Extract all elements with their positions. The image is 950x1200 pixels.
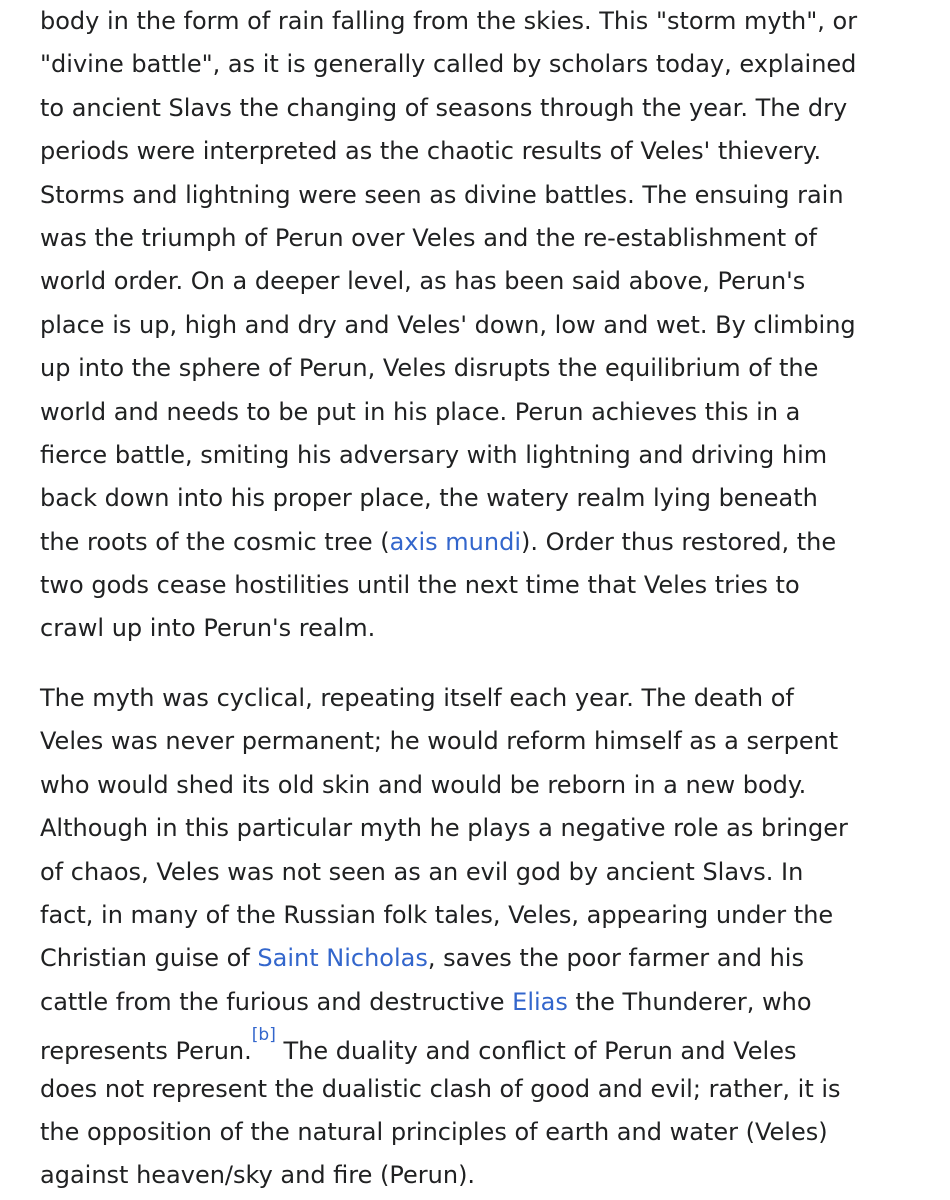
text-line bbox=[40, 937, 920, 980]
text-line: body in the form of rain falling from the skies. This "storm myth", or bbox=[40, 7, 858, 35]
text-line: Storms and lightning were seen as divine battles. The ensuing rain bbox=[40, 180, 844, 209]
text-line: world order. On a deeper level, as has been said above, Perun's bbox=[40, 267, 806, 296]
text-line: fierce battle, smiting his adversary with lightning and driving him bbox=[40, 440, 828, 469]
text-segment: the Thunderer, who bbox=[567, 987, 812, 1016]
text-line: fact, in many of the Russian folk tales, Veles, appearing under the bbox=[40, 900, 834, 929]
text-line: was the triumph of Perun over Veles and the re-establishment of bbox=[40, 223, 817, 252]
text-segment: The duality and conflict of Perun and Veles bbox=[275, 1037, 797, 1066]
text-line bbox=[40, 521, 920, 564]
text-line: does not represent the dualistic clash of good and evil; rather, it is bbox=[40, 1074, 841, 1103]
text-segment: represents Perun. bbox=[40, 1037, 252, 1066]
text-segment: , saves the poor farmer and his bbox=[427, 944, 804, 973]
footnote-b-link[interactable]: [b] bbox=[251, 1025, 276, 1046]
text-line bbox=[40, 1024, 920, 1067]
text-line: two gods cease hostilities until the next time that Veles tries to bbox=[40, 571, 800, 600]
text-line: Veles was never permanent; he would reform himself as a serpent bbox=[40, 727, 839, 756]
text-line: of chaos, Veles was not seen as an evil god by ancient Slavs. In bbox=[40, 857, 804, 886]
saint-nicholas-link[interactable]: Saint Nicholas bbox=[257, 944, 428, 973]
text-line: Although in this particular myth he plays a negative role as bringer bbox=[40, 814, 848, 843]
text-line: against heaven/sky and fire (Perun). bbox=[40, 1161, 476, 1190]
text-line: "divine battle", as it is generally called by scholars today, explained bbox=[40, 50, 857, 79]
text-segment: ). Order thus restored, the bbox=[521, 527, 837, 556]
text-line: crawl up into Perun's realm. bbox=[40, 614, 376, 643]
axis-mundi-link[interactable]: axis mundi bbox=[389, 527, 521, 556]
text-line: to ancient Slavs the changing of seasons through the year. The dry bbox=[40, 93, 848, 122]
text-line bbox=[40, 981, 920, 1024]
text-line: place is up, high and dry and Veles' down, low and wet. By climbing bbox=[40, 310, 856, 339]
text-line: back down into his proper place, the watery realm lying beneath bbox=[40, 484, 818, 513]
text-segment: cattle from the furious and destructive bbox=[40, 987, 513, 1016]
text-segment: the roots of the cosmic tree ( bbox=[40, 527, 390, 556]
elias-link[interactable]: Elias bbox=[512, 987, 568, 1016]
text-segment: Christian guise of bbox=[40, 944, 258, 973]
text-line: The myth was cyclical, repeating itself each year. The death of bbox=[40, 684, 794, 712]
text-line: world and needs to be put in his place. Perun achieves this in a bbox=[40, 397, 801, 426]
text-line: periods were interpreted as the chaotic results of Veles' thievery. bbox=[40, 137, 822, 166]
paragraph-cyclical-myth bbox=[40, 677, 920, 1198]
paragraph-storm-myth bbox=[40, 0, 920, 651]
text-line: up into the sphere of Perun, Veles disrupts the equilibrium of the bbox=[40, 354, 819, 383]
text-line: who would shed its old skin and would be reborn in a new body. bbox=[40, 770, 807, 799]
text-line: the opposition of the natural principles of earth and water (Veles) bbox=[40, 1117, 828, 1146]
